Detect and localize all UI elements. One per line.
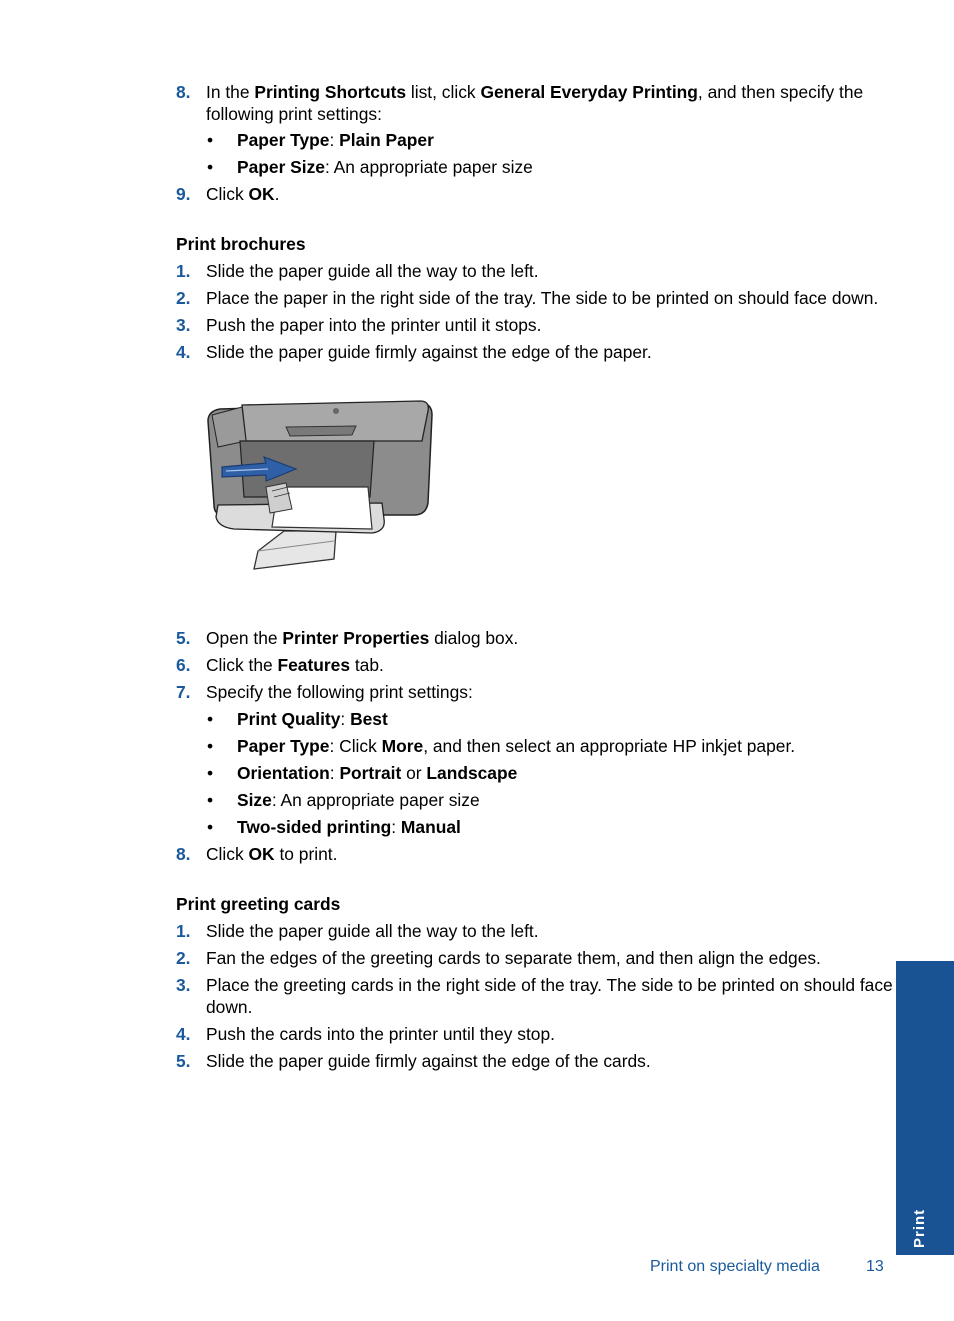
step-number: 5. — [176, 1051, 191, 1071]
greeting-step-5: 5. Slide the paper guide firmly against the edge of the cards. — [176, 1051, 651, 1071]
brochure-step-8: 8. Click OK to print. — [176, 844, 338, 864]
brochure-step-5: 5. Open the Printer Properties dialog box. — [176, 628, 519, 648]
bullet-dot: • — [207, 130, 214, 150]
bullet-paper-type: • Paper Type: Click More, and then select an appropriate HP inkjet paper. — [207, 736, 796, 756]
bullet-paper-type: • Paper Type: Plain Paper — [207, 130, 434, 150]
bullet-dot: • — [207, 709, 214, 729]
page-content — [176, 81, 896, 1072]
brochure-step-3: 3. Push the paper into the printer until it stops. — [176, 315, 542, 335]
brochure-step-7: 7. Specify the following print settings: — [176, 682, 473, 702]
bullet-dot: • — [207, 157, 214, 177]
greeting-step-2: 2. Fan the edges of the greeting cards to separate them, and then align the edges. — [176, 948, 821, 968]
step-number: 5. — [176, 628, 191, 648]
bullet-orientation: • Orientation: Portrait or Landscape — [207, 763, 518, 783]
bullet-dot: • — [207, 736, 214, 756]
step-number: 4. — [176, 1024, 191, 1044]
step-9-click-ok: 9. Click OK. — [176, 184, 280, 204]
step-number: 2. — [176, 948, 191, 968]
bullet-dot: • — [207, 763, 214, 783]
step-number: 4. — [176, 342, 191, 362]
step-number: 3. — [176, 315, 191, 335]
bullet-dot: • — [207, 790, 214, 810]
footer-page-number: 13 — [866, 1258, 884, 1275]
heading-print-greeting-cards: Print greeting cards — [176, 894, 341, 914]
brochure-step-4: 4. Slide the paper guide firmly against the edge of the paper. — [176, 342, 652, 362]
heading-print-brochures: Print brochures — [176, 234, 306, 254]
chapter-side-tab-label: Print — [911, 1208, 928, 1248]
bullet-dot: • — [207, 817, 214, 837]
brochure-step-1: 1. Slide the paper guide all the way to the left. — [176, 261, 539, 281]
bullet-print-quality: • Print Quality: Best — [207, 709, 388, 729]
greeting-step-1: 1. Slide the paper guide all the way to the left. — [176, 921, 539, 941]
greeting-step-4: 4. Push the cards into the printer until they stop. — [176, 1024, 555, 1044]
step-number: 3. — [176, 975, 191, 995]
printer-paper-guide-icon — [206, 391, 436, 571]
printer-illustration — [206, 391, 436, 571]
step-number: 8. — [176, 82, 191, 102]
step-number: 8. — [176, 844, 191, 864]
bullet-two-sided: • Two-sided printing: Manual — [207, 817, 461, 837]
step-number: 6. — [176, 655, 191, 675]
step-number: 1. — [176, 921, 191, 941]
brochure-step-6: 6. Click the Features tab. — [176, 655, 384, 675]
step-number: 1. — [176, 261, 191, 281]
step-number: 9. — [176, 184, 191, 204]
step-number: 2. — [176, 288, 191, 308]
greeting-step-3: 3. Place the greeting cards in the right side of the tray. The side to be printed on should face down. — [176, 975, 893, 1017]
bullet-size: • Size: An appropriate paper size — [207, 790, 480, 810]
footer-section-title: Print on specialty media — [650, 1258, 820, 1275]
step-number: 7. — [176, 682, 191, 702]
brochure-step-2: 2. Place the paper in the right side of the tray. The side to be printed on should face down. — [176, 288, 879, 308]
step-8-general: 8. In the Printing Shortcuts list, click General Everyday Printing, and then specify the following print settings: — [176, 82, 864, 124]
bullet-paper-size: • Paper Size: An appropriate paper size — [207, 157, 533, 177]
